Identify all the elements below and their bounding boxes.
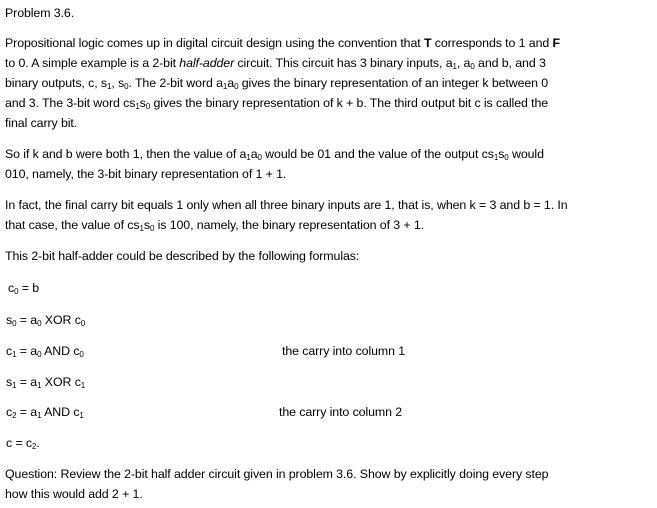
formula-final-carry: $c = c_2$.: [6, 436, 40, 451]
formula-c2-note: the carry into column 2: [279, 405, 403, 419]
paragraph-2-line-1: So if k and b were both 1, then the value of $a_1a_0$ would be 01 and the value of the output $cs_1s_0$ would: [5, 147, 544, 162]
paragraph-1-line-1: Propositional logic comes up in digital circuit design using the convention that T corresponds to 1 and F: [5, 36, 560, 50]
formula-c2: $c_2 = a_1$ AND $c_1$: [6, 405, 84, 420]
paragraph-4: This 2-bit half-adder could be described by the following formulas:: [5, 249, 360, 263]
paragraph-1-line-5: final carry bit.: [5, 116, 78, 130]
formula-s1: $s_1 = a_1$ XOR $c_1$: [6, 375, 86, 390]
paragraph-1-line-4: and 3. The 3-bit word $cs_1s_0$ gives the binary representation of k + b. The third output bit c is called the: [5, 96, 549, 111]
problem-title: Problem 3.6.: [5, 6, 75, 20]
paragraph-1-line-3: binary outputs, c, $s_1$, $s_0$. The 2-bit word $a_1a_0$ gives the binary representation of an integer k between 0: [5, 76, 549, 91]
paragraph-1-line-2: to 0. A simple example is a 2-bit half-adder circuit. This circuit has 3 binary inputs, $a_1$, $a_0$ and b, and 3: [5, 56, 546, 71]
paragraph-3-line-1: In fact, the final carry bit equals 1 only when all three binary inputs are 1, that is, when k = 3 and b = 1. In: [5, 198, 568, 212]
question-line-2: how this would add 2 + 1.: [5, 487, 143, 501]
formula-c1: $c_1 = a_0$ AND $c_0$: [6, 344, 84, 359]
paragraph-2-line-2: 010, namely, the 3-bit binary representation of 1 + 1.: [5, 167, 287, 181]
paragraph-3-line-2: that case, the value of $cs_1s_0$ is 100, namely, the binary representation of 3 + 1.: [5, 218, 425, 233]
formula-c0: $c_0 = b$: [8, 281, 40, 296]
formula-s0: $s_0 = a_0$ XOR $c_0$: [6, 313, 86, 328]
question-line-1: Question: Review the 2-bit half adder circuit given in problem 3.6. Show by explicitly doing every step: [5, 467, 549, 481]
formula-c1-note: the carry into column 1: [282, 344, 406, 358]
